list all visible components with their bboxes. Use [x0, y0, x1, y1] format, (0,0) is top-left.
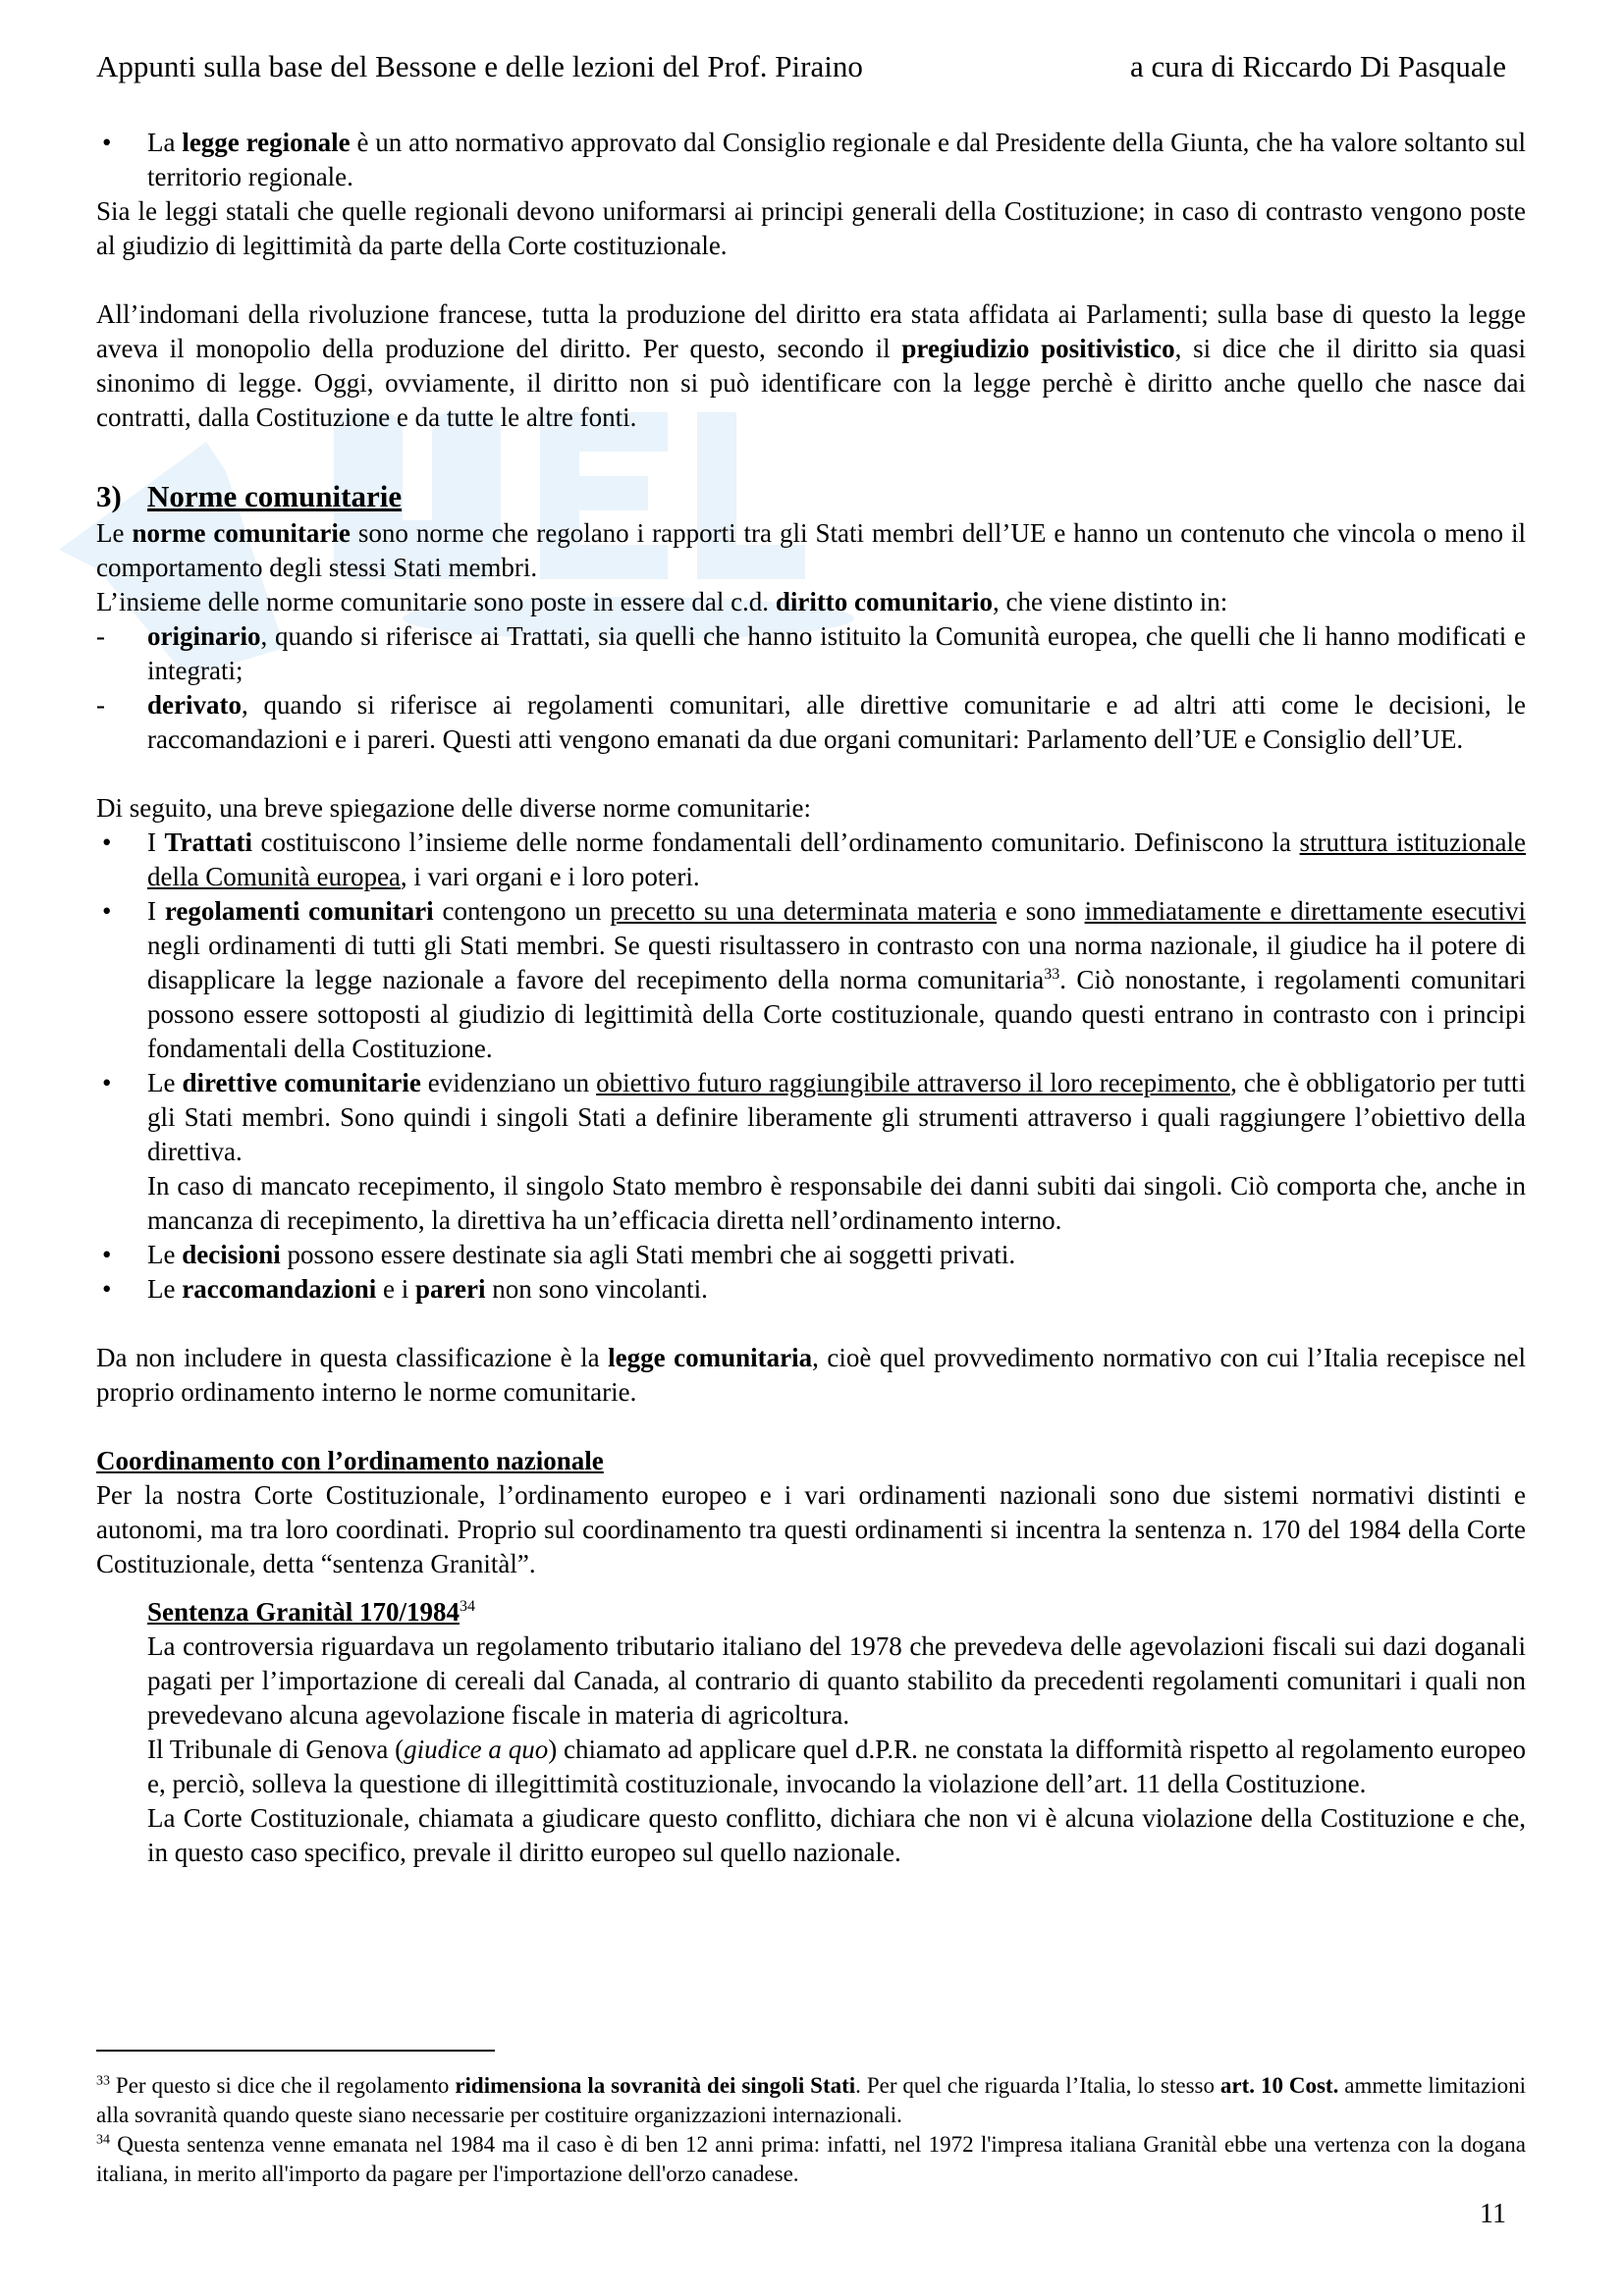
- term-legge-comunitaria: legge comunitaria: [608, 1343, 813, 1372]
- header-left-text: Appunti sulla base del Bessone e delle lezioni del Prof. Piraino: [96, 49, 863, 83]
- term-norme-comunitarie: norme comunitarie: [132, 518, 351, 548]
- subheading-coordinamento: Coordinamento con l’ordinamento nazionale: [96, 1446, 604, 1475]
- paragraph: La controversia riguardava un regolamento tributario italiano del 1978 che prevedeva delle agevolazioni fiscali sui dazi doganali pagati per l’importazione di cereali dal Canada, al contrario di quanto stabilito da precedenti regolamenti comunitari i quali non prevedevano alcuna agevolazione fiscale in materia di agricoltura.: [147, 1631, 1526, 1730]
- bullet-icon: •: [102, 128, 112, 157]
- paragraph: L’insieme delle norme comunitarie sono poste in essere dal c.d. diritto comunitario, che viene distinto in:: [96, 587, 1228, 616]
- term-legge-regionale: legge regionale: [182, 128, 351, 157]
- bullet-icon: •: [102, 1274, 112, 1304]
- bullet-direttive: • Le direttive comunitarie evidenziano un obiettivo futuro raggiungibile attraverso il loro recepimento, che è obbligatorio per tutti gli Stati membri. Sono quindi i singoli Stati a definire liberamente gli strumenti attraverso i quali raggiungere l’obiettivo della direttiva.: [102, 1068, 1527, 1166]
- dash-item-derivato: - derivato, quando si riferisce ai regolamenti comunitari, alle direttive comunitarie e ad altri atti come le decisioni, le raccomandazioni e i pareri. Questi atti vengono emanati da due organi comunitari: Parlamento dell’UE e Consiglio dell’UE.: [96, 690, 1526, 754]
- footnote-33: $^{33}$ Per questo si dice che il regolamento ridimensiona la sovranità dei singoli Stati. Per quel che riguarda l’Italia, lo stesso art. 10 Cost. ammette limitazioni alla sovranità quando queste siano necessarie per costituire organizzazioni internazionali.: [96, 2073, 1527, 2127]
- paragraph: Di seguito, una breve spiegazione delle diverse norme comunitarie:: [96, 793, 811, 823]
- subheading-granital: Sentenza Granitàl 170/1984$^{34}$: [147, 1597, 475, 1627]
- footnote-ref-33[interactable]: 33: [1044, 966, 1060, 983]
- bullet-icon: •: [102, 1068, 112, 1097]
- page-header: [96, 49, 1506, 92]
- bullet-raccomandazioni: • Le raccomandazioni e i pareri non sono vincolanti.: [96, 1272, 1526, 1307]
- page-number: 11: [1480, 2199, 1506, 2229]
- footnote-34: $^{34}$ Questa sentenza venne emanata nel 1984 ma il caso è di ben 12 anni prima: infatti, nel 1972 l'impresa italiana Granitàl ebbe una vertenza con la dogana italiana, in merito all'importo da pagare per l'importazione dell'orzo canadese.: [96, 2132, 1526, 2186]
- section-number: 3): [96, 479, 122, 513]
- paragraph: Sia le leggi statali che quelle regionali devono uniformarsi ai principi generali della Costituzione; in caso di contrasto vengono poste al giudizio di legittimità da parte della Corte costituzionale.: [96, 196, 1526, 260]
- footnote-ref-34[interactable]: 34: [460, 1598, 475, 1615]
- footnotes: [96, 2071, 1526, 2189]
- footnote-separator: [96, 2050, 495, 2052]
- paragraph: Le norme comunitarie sono norme che regolano i rapporti tra gli Stati membri dell’UE e hanno un contenuto che vincola o meno il comportamento degli stessi Stati membri.: [96, 518, 1526, 582]
- dash-item-originario: - originario, quando si riferisce ai Trattati, sia quelli che hanno istituito la Comunità europea, che quelli che li hanno modificati e integrati;: [96, 621, 1526, 685]
- paragraph: Da non includere in questa classificazione è la legge comunitaria, cioè quel provvedimento normativo con cui l’Italia recepisce nel proprio ordinamento interno le norme comunitarie.: [96, 1343, 1526, 1407]
- bullet-trattati: • I Trattati costituiscono l’insieme delle norme fondamentali dell’ordinamento comunitario. Definiscono la struttura istituzionale della Comunità europea, i vari organi e i loro poteri.: [102, 828, 1527, 891]
- term-diritto-comunitario: diritto comunitario: [775, 587, 994, 616]
- bullet-decisioni: • Le decisioni possono essere destinate sia agli Stati membri che ai soggetti privati.: [96, 1238, 1526, 1272]
- paragraph: La Corte Costituzionale, chiamata a giudicare questo conflitto, dichiara che non vi è alcuna violazione della Costituzione e che, in questo caso specifico, prevale il diritto europeo sul quello nazionale.: [147, 1803, 1526, 1867]
- section-heading-3: [96, 477, 1526, 516]
- bullet-legge-regionale: • La legge regionale è un atto normativo approvato dal Consiglio regionale e dal Presidente della Giunta, che ha valore soltanto sul territorio regionale.: [102, 128, 1526, 191]
- paragraph: Per la nostra Corte Costituzionale, l’ordinamento europeo e i vari ordinamenti nazionali sono due sistemi normativi distinti e autonomi, ma tra loro coordinati. Proprio sul coordinamento tra questi ordinamenti si incentra la sentenza n. 170 del 1984 della Corte Costituzionale, detta “sentenza Granitàl”.: [96, 1480, 1526, 1578]
- document-body: [96, 126, 1526, 1870]
- paragraph: Il Tribunale di Genova (giudice a quo) chiamato ad applicare quel d.P.R. ne constata la difformità rispetto al regolamento europeo e, perciò, solleva la questione di illegittimità costituzionale, invocando la violazione dell’art. 11 della Costituzione.: [147, 1735, 1526, 1798]
- dash-marker: -: [96, 621, 105, 651]
- bullet-icon: •: [102, 828, 112, 857]
- section-title: Norme comunitarie: [147, 479, 403, 513]
- paragraph: All’indomani della rivoluzione francese, tutta la produzione del diritto era stata affidata ai Parlamenti; sulla base di questo la legge aveva il monopolio della produzione del diritto. Per questo, secondo il pregiudizio positivistico, si dice che il diritto sia quasi sinonimo di legge. Oggi, ovviamente, il diritto non si può identificare con la legge perchè è diritto anche quello che nasce dai contratti, dalla Costituzione e da tutte le altre fonti.: [96, 299, 1526, 432]
- dash-marker: -: [96, 690, 105, 720]
- term-pregiudizio-positivistico: pregiudizio positivistico: [901, 334, 1175, 363]
- bullet-icon: •: [102, 896, 112, 926]
- bullet-regolamenti: • I regolamenti comunitari contengono un precetto su una determinata materia e sono immediatamente e direttamente esecutivi negli ordinamenti di tutti gli Stati membri. Se questi risultassero in contrasto con una norma nazionale, il giudice ha il potere di disapplicare la legge nazionale a favore del recepimento della norma comunitaria$^{33}$. Ciò nonostante, i regolamenti comunitari possono essere sottoposti al giudizio di legittimità della Corte costituzionale, quando questi entrano in contrasto con i principi fondamentali della Costituzione.: [102, 896, 1527, 1063]
- header-right-text: a cura di Riccardo Di Pasquale: [1129, 49, 1506, 83]
- bullet-icon: •: [102, 1240, 112, 1269]
- paragraph: In caso di mancato recepimento, il singolo Stato membro è responsabile dei danni subiti dai singoli. Ciò comporta che, anche in mancanza di recepimento, la direttiva ha un’efficacia diretta nell’ordinamento interno.: [147, 1171, 1526, 1235]
